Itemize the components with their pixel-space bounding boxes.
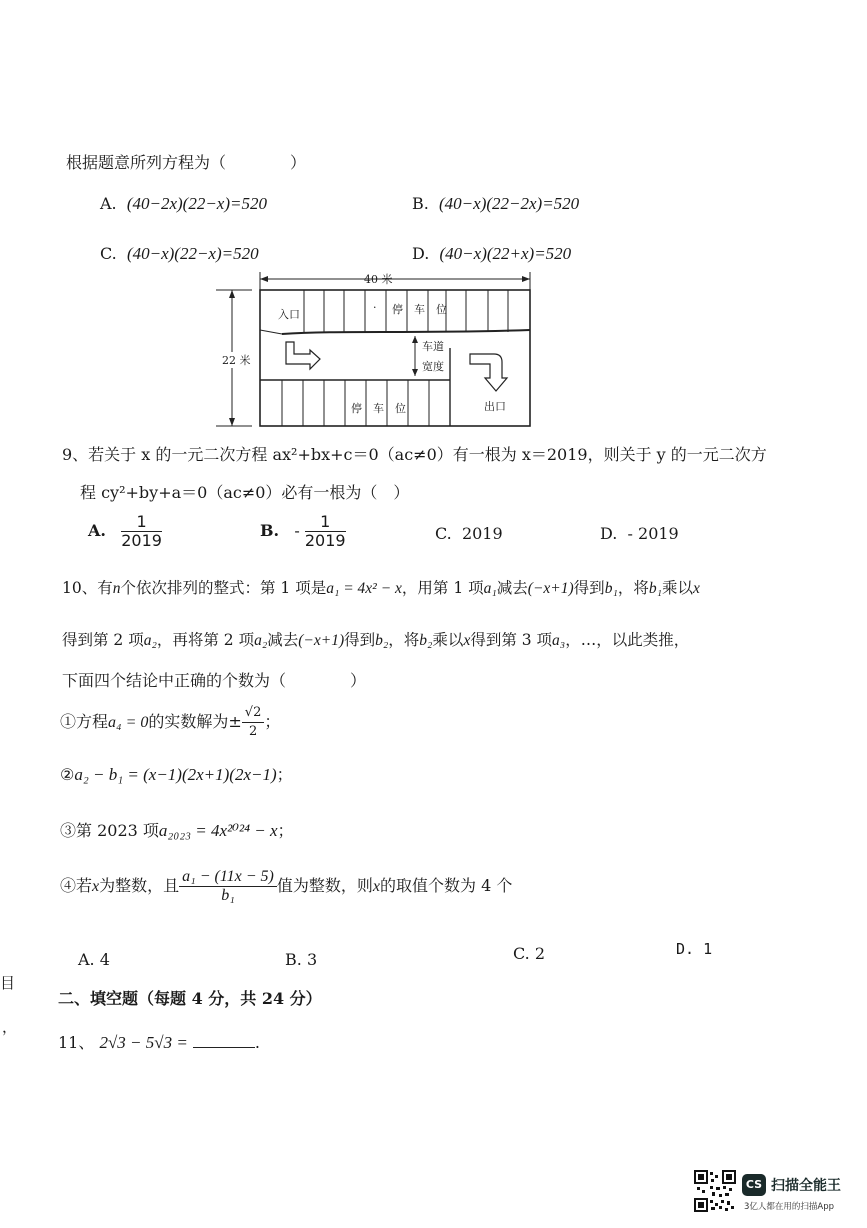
q10-option-b: B. 3	[285, 950, 318, 969]
q9-option-d: D. - 2019	[600, 524, 679, 543]
q8-option-d: D. (40−x)(22+x)=520	[412, 244, 572, 263]
qr-code-icon	[694, 1170, 736, 1212]
q9-option-c: C. 2019	[435, 524, 503, 543]
q8-option-c: C. (40−x)(22−x)=520	[100, 244, 259, 263]
footer-slogan: 3亿人都在用的扫描App	[744, 1202, 835, 1212]
diagram-exit-label: 出口	[484, 400, 506, 413]
footer-brand: 扫描全能王	[771, 1178, 841, 1194]
q11: 11、 2√3 − 5√3 = .	[58, 1033, 261, 1052]
section-2-title: 二、填空题（每题 4 分，共 24 分）	[58, 989, 322, 1008]
q10-conclusion-3: ③第 2023 项a₂₀₂₃ = 4x²⁰²⁴ − x；	[60, 821, 294, 840]
diagram-parking-top: 停 车 位	[392, 303, 447, 316]
q10-option-c: C. 2	[513, 944, 546, 963]
diagram-parking-bottom: 停 车 位	[351, 402, 406, 415]
q10-option-d: D. 1	[676, 940, 713, 958]
q8-option-b: B. (40−x)(22−2x)=520	[412, 194, 580, 213]
q10-option-a: A. 4	[78, 950, 110, 969]
q10-line1: 10、有n个依次排列的整式：第 1 项是a₁ = 4x² − x，用第 1 项a₁减去(−x+1)得到b₁，将b₁乘以x	[62, 579, 700, 597]
margin-mark-1: 目	[0, 974, 16, 992]
parking-lot-diagram	[212, 268, 542, 437]
q11-answer-blank[interactable]	[193, 1035, 255, 1048]
camscanner-logo-icon: CS	[742, 1174, 766, 1196]
q10-conclusion-4: ④若x为整数，且 $\frac{\text{a₁ − (11x − 5)}}{\text{b₁}}$ 值为整数，则x的取值个数为 4 个	[60, 868, 513, 904]
q9-line1: 9、若关于 x 的一元二次方程 ax²+bx+c＝0（ac≠0）有一根为 x＝2019，则关于 y 的一元二次方	[62, 445, 767, 464]
margin-mark-2: ，	[2, 1018, 18, 1036]
q8-option-a: A. (40−2x)(22−x)=520	[100, 194, 267, 213]
q9-line2: 程 cy²+by+a＝0（ac≠0）必有一根为（ ）	[80, 483, 410, 502]
q9-option-b: B. - $\frac{1}{2019}$	[260, 512, 346, 550]
q8-stem: 根据题意所列方程为（ ）	[66, 153, 307, 172]
diagram-width-label: 40 米	[364, 273, 393, 286]
q10-conclusion-1: ①方程a₄ = 0的实数解为± $\frac{√2}{2}$ ；	[60, 705, 281, 739]
diagram-lane-label-2: 宽度	[422, 360, 444, 373]
diagram-top-dot: ·	[373, 301, 377, 314]
q10-line3: 下面四个结论中正确的个数为（ ）	[62, 671, 367, 690]
q9-option-a: A. $\frac{1}{2019}$	[88, 512, 162, 550]
diagram-height-label: 22 米	[222, 354, 251, 367]
q10-conclusion-2: ②a₂ − b₁ = (x−1)(2x+1)(2x−1)；	[60, 765, 293, 784]
diagram-lane-label-1: 车道	[422, 340, 444, 353]
q10-line2: 得到第 2 项a₂，再将第 2 项a₂减去(−x+1)得到b₂，将b₂乘以x得到第 3 项a₃，…，以此类推，	[62, 631, 690, 649]
diagram-entrance-label: 入口	[278, 308, 300, 321]
